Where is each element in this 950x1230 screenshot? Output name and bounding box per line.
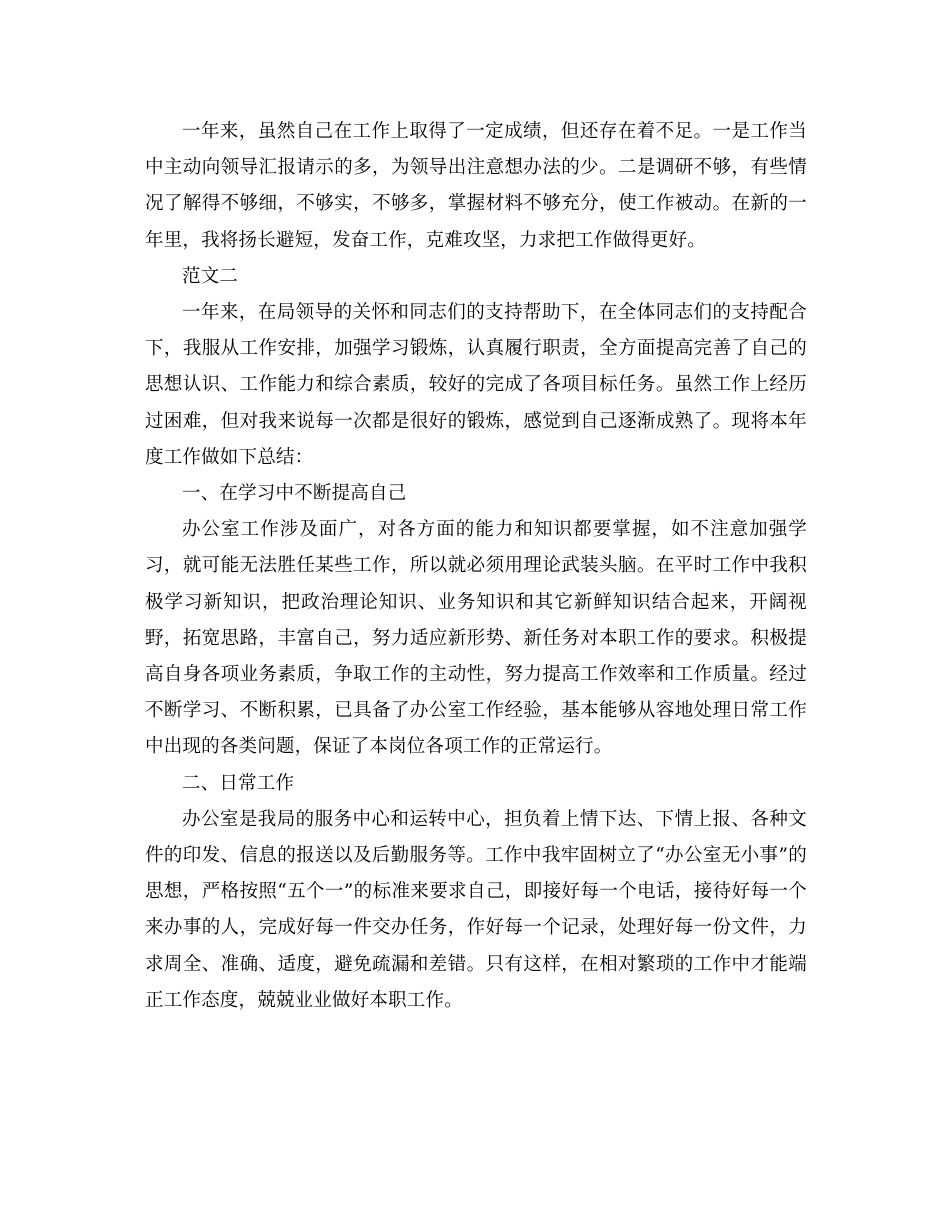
document-body: [145, 114, 807, 1019]
paragraph-daily-work: 办公室是我局的服务中心和运转中心，担负着上情下达、下情上报、各种文件的印发、信息的报送以及后勤服务等。工作中我牢固树立了“办公室无小事”的思想，严格按照“五个一”的标准来要求自己，即接好每一个电话，接待好每一个来办事的人，完成好每一件交办任务，作好每一个记录，处理好每一份文件，力求周全、准确、适度，避免疏漏和差错。只有这样，在相对繁琐的工作中才能端正工作态度，兢兢业业做好本职工作。: [145, 808, 807, 1011]
paragraph-shortcomings: 一年来，虽然自己在工作上取得了一定成绩，但还存在着不足。一是工作当中主动向领导汇报请示的多，为领导出注意想办法的少。二是调研不够，有些情况了解得不够细，不够实，不够多，掌握材料不够充分，使工作被动。在新的一年里，我将扬长避短，发奋工作，克难攻坚，力求把工作做得更好。: [145, 121, 807, 251]
heading-sample-two: 范文二: [182, 265, 239, 287]
paragraph-learning: 办公室工作涉及面广，对各方面的能力和知识都要掌握，如不注意加强学习，就可能无法胜任某些工作，所以就必须用理论武装头脑。在平时工作中我积极学习新知识，把政治理论知识、业务知识和其它新鲜知识结合起来，开阔视野，拓宽思路，丰富自己，努力适应新形势、新任务对本职工作的要求。积极提高自身各项业务素质，争取工作的主动性，努力提高工作效率和工作质量。经过不断学习、不断积累，已具备了办公室工作经验，基本能够从容地处理日常工作中出现的各类问题，保证了本岗位各项工作的正常运行。: [145, 519, 807, 758]
paragraph-introduction: 一年来，在局领导的关怀和同志们的支持帮助下，在全体同志们的支持配合下，我服从工作安排，加强学习锻炼，认真履行职责，全方面提高完善了自己的思想认识、工作能力和综合素质，较好的完成了各项目标任务。虽然工作上经历过困难，但对我来说每一次都是很好的锻炼，感觉到自己逐渐成熟了。现将本年度工作做如下总结：: [145, 302, 807, 468]
heading-section-two: 二、日常工作: [182, 772, 295, 794]
heading-section-one: 一、在学习中不断提高自己: [182, 483, 407, 505]
